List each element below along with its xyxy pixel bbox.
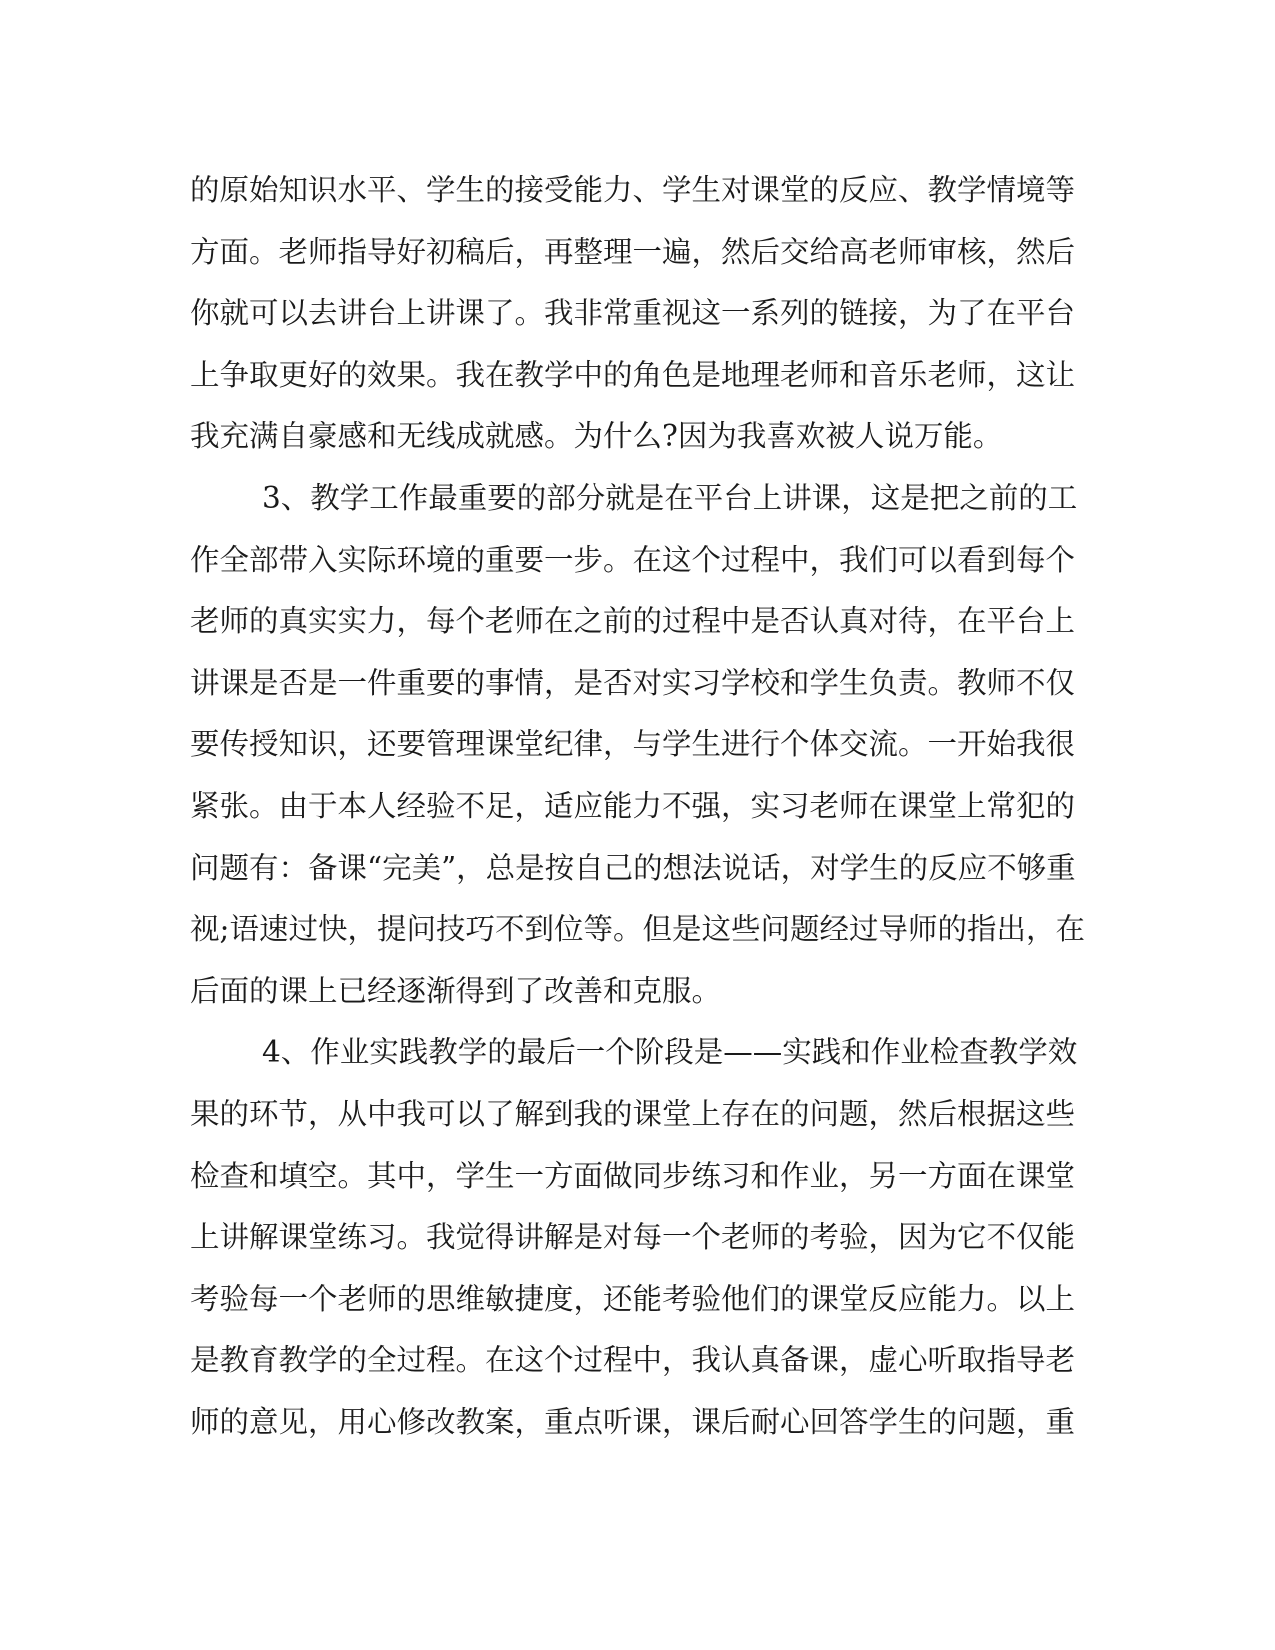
text-line: 3、教学工作最重要的部分就是在平台上讲课，这是把之前的工 (262, 480, 1078, 515)
text-line: 我充满自豪感和无线成就感。为什么?因为我喜欢被人说万能。 (190, 419, 1003, 454)
text-line: 老师的真实实力，每个老师在之前的过程中是否认真对待，在平台上 (190, 604, 1076, 639)
text-line: 上讲解课堂练习。我觉得讲解是对每一个老师的考验，因为它不仅能 (190, 1220, 1076, 1255)
paragraph (190, 1022, 1078, 1453)
text-line: 果的环节，从中我可以了解到我的课堂上存在的问题，然后根据这些 (190, 1096, 1076, 1131)
text-line: 你就可以去讲台上讲课了。我非常重视这一系列的链接，为了在平台 (190, 296, 1076, 331)
paragraph (190, 468, 1085, 1022)
text-line: 上争取更好的效果。我在教学中的角色是地理老师和音乐老师，这让 (190, 357, 1076, 392)
body-text (190, 160, 1085, 1453)
text-line: 作全部带入实际环境的重要一步。在这个过程中，我们可以看到每个 (190, 542, 1076, 577)
text-line: 检查和填空。其中，学生一方面做同步练习和作业，另一方面在课堂 (190, 1158, 1076, 1193)
paragraph (190, 160, 1076, 468)
text-line: 要传授知识，还要管理课堂纪律，与学生进行个体交流。一开始我很 (190, 727, 1076, 762)
text-line: 方面。老师指导好初稿后，再整理一遍，然后交给高老师审核，然后 (190, 234, 1076, 269)
text-line: 的原始知识水平、学生的接受能力、学生对课堂的反应、教学情境等 (190, 173, 1076, 207)
text-line: 师的意见，用心修改教案，重点听课，课后耐心回答学生的问题，重 (190, 1404, 1076, 1439)
text-line: 紧张。由于本人经验不足，适应能力不强，实习老师在课堂上常犯的 (190, 788, 1076, 823)
text-line: 考验每一个老师的思维敏捷度，还能考验他们的课堂反应能力。以上 (190, 1281, 1076, 1316)
text-line: 4、作业实践教学的最后一个阶段是——实践和作业检查教学效 (262, 1035, 1078, 1070)
text-line: 是教育教学的全过程。在这个过程中，我认真备课，虚心听取指导老 (190, 1343, 1076, 1378)
text-line: 讲课是否是一件重要的事情，是否对实习学校和学生负责。教师不仅 (190, 665, 1076, 700)
text-line: 视;语速过快，提问技巧不到位等。但是这些问题经过导师的指出，在 (190, 912, 1085, 947)
text-line: 后面的课上已经逐渐得到了改善和克服。 (190, 973, 722, 1008)
text-line: 问题有：备课“完美”，总是按自己的想法说话，对学生的反应不够重 (190, 850, 1076, 885)
